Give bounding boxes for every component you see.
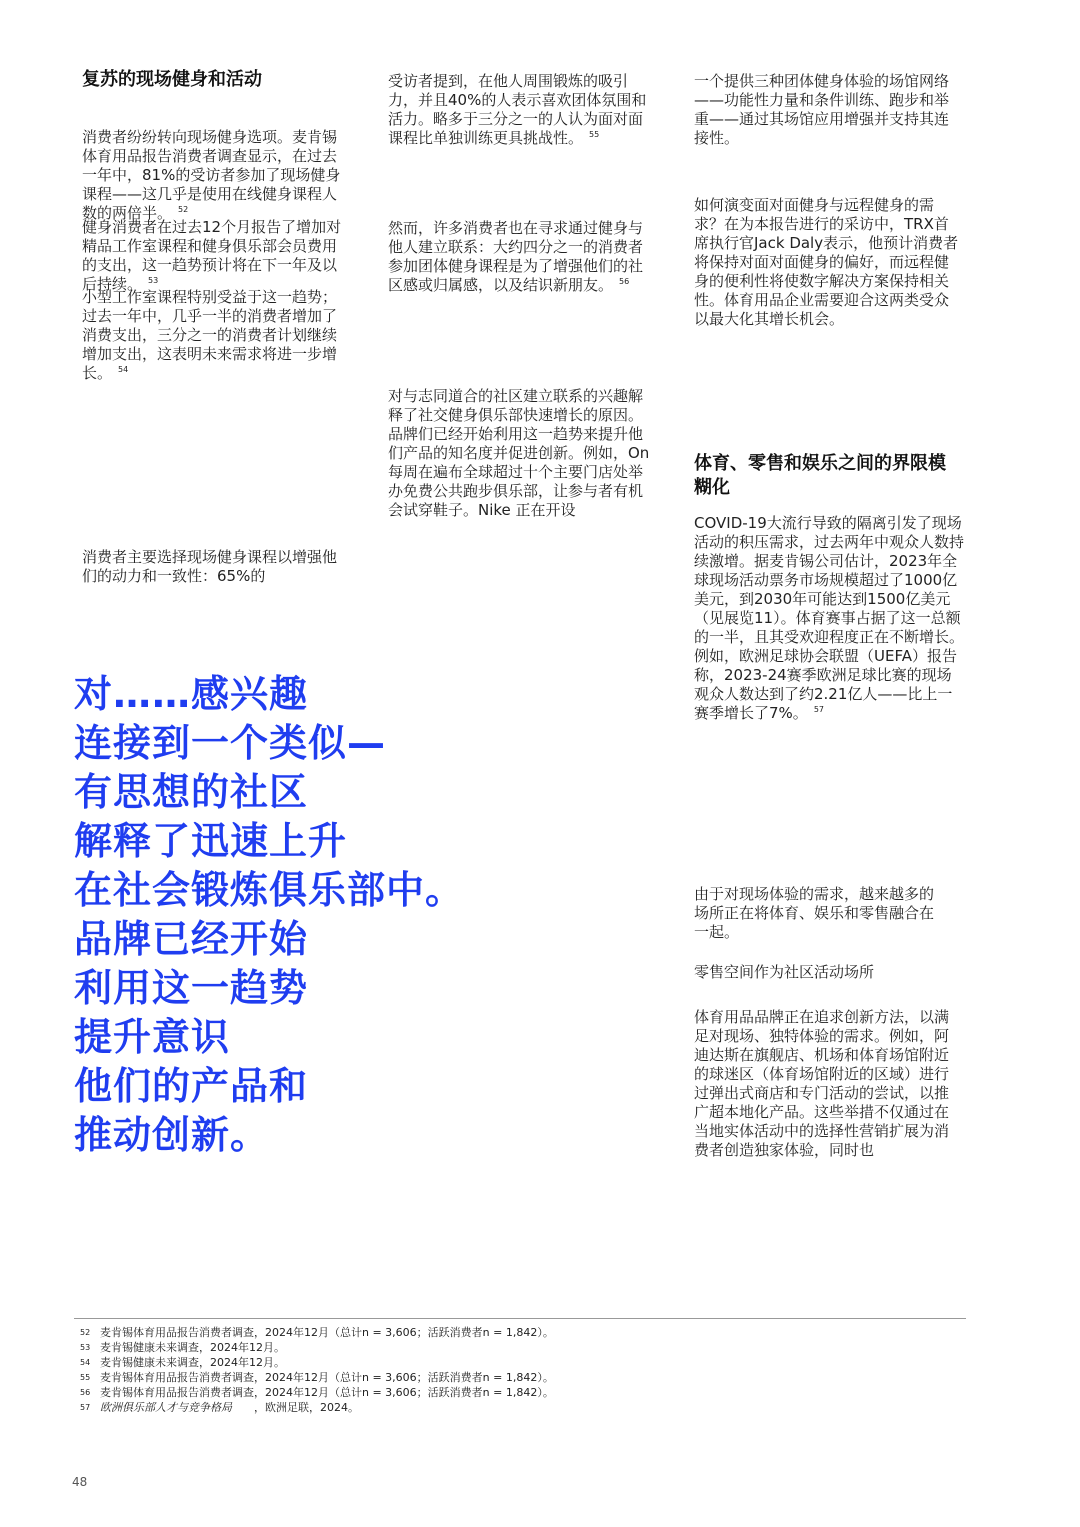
footnote-text: 麦肯锡体育用品报告消费者调查，2024年12月（总计n = 3,606；活跃消费者n = 1,842）。 — [100, 1326, 554, 1339]
col2-p3-text: 对与志同道合的社区建立联系的兴趣解释了社交健身俱乐部快速增长的原因。品牌们已经开始利用这一趋势来提升他们产品的知名度并促进创新。例如，On 每周在遍布全球超过十个主要门店处举办免费公共跑步俱乐部，让参与者有机会试穿鞋子。Nike 正在开设 — [388, 387, 650, 519]
pull-quote-line: 提升意识 — [74, 1015, 231, 1059]
footnote-ref-54[interactable]: 54 — [118, 365, 129, 374]
col3-paragraph-1 — [694, 72, 960, 148]
footnote-number: 55 — [80, 1373, 91, 1382]
pull-quote-line: 品牌已经开始 — [74, 917, 309, 961]
pull-quote-line: 推动创新。 — [74, 1113, 270, 1157]
col3-subheading-retail-spaces — [694, 963, 884, 982]
pull-quote-line: 他们的产品和 — [74, 1064, 309, 1108]
col3-paragraph-3 — [694, 514, 964, 723]
footnote-number: 56 — [80, 1388, 91, 1397]
col3-p4-text: 由于对现场体验的需求，越来越多的场所正在将体育、娱乐和零售融合在一起。 — [694, 885, 935, 941]
col1-p3-text: 小型工作室课程特别受益于这一趋势；过去一年中，几乎一半的消费者增加了消费支出，三分之一的消费者计划继续增加支出，这表明未来需求将进一步增长。 — [82, 288, 338, 382]
col1-p2-text: 健身消费者在过去12个月报告了增加对精品工作室课程和健身俱乐部会员费用的支出，这一趋势预计将在下一年及以后持续。 — [82, 218, 342, 293]
col1-paragraph-4 — [82, 548, 344, 586]
footnotes — [80, 1325, 960, 1415]
pull-quote-line: 有思想的社区 — [74, 770, 309, 814]
footnote-ref-57[interactable]: 57 — [813, 705, 824, 714]
footnote-divider — [74, 1318, 966, 1319]
col1-paragraph-3 — [82, 288, 344, 383]
footnote-item — [80, 1340, 960, 1355]
col3-paragraph-4 — [694, 885, 944, 942]
footnote-text: 麦肯锡体育用品报告消费者调查，2024年12月（总计n = 3,606；活跃消费者n = 1,842）。 — [100, 1386, 554, 1399]
col3-subhead-text: 零售空间作为社区活动场所 — [694, 963, 875, 981]
footnote-item — [80, 1385, 960, 1400]
footnote-ref-52[interactable]: 52 — [178, 205, 189, 214]
section-heading-blurring-lines: 体育、零售和娱乐之间的界限模糊化 — [694, 453, 946, 498]
col1-p4-text: 消费者主要选择现场健身课程以增强他们的动力和一致性：65%的 — [82, 548, 338, 585]
footnote-item — [80, 1355, 960, 1370]
col3-paragraph-5 — [694, 1008, 960, 1160]
col3-p5-text: 体育用品品牌正在追求创新方法，以满足对现场、独特体验的需求。例如，阿迪达斯在旗舰店、机场和体育场馆附近的球迷区（体育场馆附近的区域）进行过弹出式商店和专门活动的尝试，以推广超本地化产品。这些举措不仅通过在当地实体活动中的选择性营销扩展为消费者创造独家体验，同时也 — [694, 1008, 950, 1159]
pull-quote-line: 利用这一趋势 — [74, 966, 309, 1010]
footnote-number: 52 — [80, 1328, 91, 1337]
pull-quote-line: 对……感兴趣 — [74, 672, 309, 716]
col3-p3-text: COVID-19大流行导致的隔离引发了现场活动的积压需求，过去两年中观众人数持续激增。据麦肯锡公司估计，2023年全球现场活动票务市场规模超过了1000亿美元，到2030年可能达到1500亿美元（见展览11）。体育赛事占据了这一总额的一半，且其受欢迎程度正在不断增长。例如，欧洲足球协会联盟（UEFA）报告称，2023-24赛季欧洲足球比赛的现场观众人数达到了约2.21亿人——比上一赛季增长了7%。 — [694, 514, 965, 722]
footnote-ref-56[interactable]: 56 — [619, 277, 630, 286]
col1-paragraph-2 — [82, 218, 344, 294]
col2-p2-text: 然而，许多消费者也在寻求通过健身与他人建立联系：大约四分之一的消费者参加团体健身课程是为了增强他们的社区感或归属感，以及结识新朋友。 — [388, 219, 644, 294]
col1-paragraph-1 — [82, 128, 344, 223]
col2-paragraph-3 — [388, 387, 650, 520]
col2-paragraph-2 — [388, 219, 650, 295]
section-heading-live-fitness: 复苏的现场健身和活动 — [82, 69, 262, 90]
col2-p1-text: 受访者提到，在他人周围锻炼的吸引力，并且40%的人表示喜欢团体氛围和活力。略多于三分之一的人认为面对面课程比单独训练更具挑战性。 — [388, 72, 647, 147]
footnote-text: 麦肯锡健康未来调查，2024年12月。 — [100, 1356, 285, 1369]
page-number: 48 — [72, 1475, 88, 1489]
footnote-text: ，欧洲足联，2024。 — [254, 1401, 359, 1414]
footnote-text: 麦肯锡健康未来调查，2024年12月。 — [100, 1341, 285, 1354]
col3-p2-text: 如何演变面对面健身与远程健身的需求？在为本报告进行的采访中，TRX首席执行官Jack Daly表示，他预计消费者将保持对面对面健身的偏好，而远程健身的便利性将使数字解决方案保持相关性。体育用品企业需要迎合这两类受众以最大化其增长机会。 — [694, 196, 959, 328]
footnote-item — [80, 1400, 960, 1415]
footnote-item — [80, 1325, 960, 1340]
footnote-source-title: 欧洲俱乐部人才与竞争格局 — [100, 1401, 232, 1414]
col2-paragraph-1 — [388, 72, 650, 148]
footnote-number: 54 — [80, 1358, 91, 1367]
footnote-ref-55[interactable]: 55 — [589, 130, 600, 139]
pull-quote-line: 解释了迅速上升 — [74, 819, 348, 863]
footnote-item — [80, 1370, 960, 1385]
col3-p1-text: 一个提供三种团体健身体验的场馆网络——功能性力量和条件训练、跑步和举重——通过其场馆应用增强并支持其连接性。 — [694, 72, 950, 147]
col3-paragraph-2 — [694, 196, 960, 329]
footnote-ref-53[interactable]: 53 — [148, 276, 159, 285]
pull-quote — [74, 670, 634, 1160]
col1-p1-text: 消费者纷纷转向现场健身选项。麦肯锡体育用品报告消费者调查显示，在过去一年中，81%的受访者参加了现场健身课程——这几乎是使用在线健身课程人数的两倍半。 — [82, 128, 341, 222]
footnote-number: 53 — [80, 1343, 91, 1352]
pull-quote-line: 连接到一个类似— — [74, 721, 387, 765]
footnote-number: 57 — [80, 1403, 91, 1412]
pull-quote-line: 在社会锻炼俱乐部中。 — [74, 868, 465, 912]
footnote-text: 麦肯锡体育用品报告消费者调查，2024年12月（总计n = 3,606；活跃消费者n = 1,842）。 — [100, 1371, 554, 1384]
